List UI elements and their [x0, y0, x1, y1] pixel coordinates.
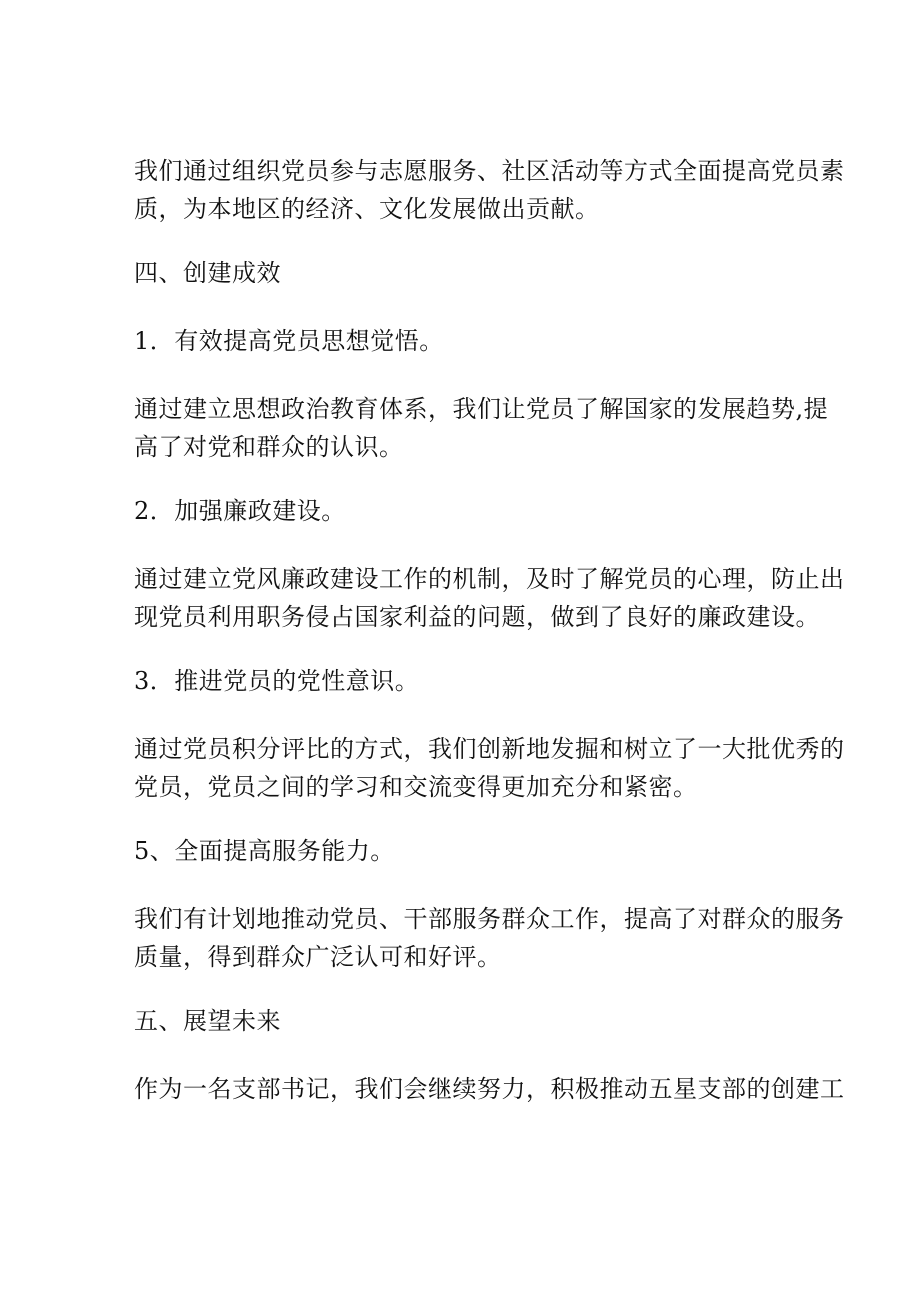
- text-line: 通过建立党风廉政建设工作的机制，及时了解党员的心理，防止出: [134, 565, 845, 593]
- heading-section-five: [134, 1002, 798, 1040]
- item-heading-5: [134, 832, 798, 870]
- item-heading: 1．有效提高党员思想觉悟。: [134, 327, 444, 355]
- item-heading-1: [134, 322, 798, 360]
- paragraph-outlook: [134, 1070, 845, 1108]
- item-heading: 5、全面提高服务能力。: [134, 837, 395, 865]
- text-line: 高了对党和群众的认识。: [134, 433, 404, 461]
- text-line: 现党员利用职务侵占国家利益的问题，做到了良好的廉政建设。: [134, 603, 820, 631]
- item-heading-2: [134, 492, 798, 530]
- section-heading: 五、展望未来: [134, 1007, 281, 1035]
- text-line: 质量，得到群众广泛认可和好评。: [134, 943, 502, 971]
- paragraph-integrity-mechanism: [134, 560, 845, 636]
- paragraph-ideological-education: [134, 390, 829, 466]
- paragraph-volunteer-service: [134, 152, 845, 228]
- text-line: 质，为本地区的经济、文化发展做出贡献。: [134, 195, 600, 223]
- item-heading-3: [134, 662, 798, 700]
- text-line: 通过党员积分评比的方式，我们创新地发掘和树立了一大批优秀的: [134, 735, 845, 763]
- text-line: 党员，党员之间的学习和交流变得更加充分和紧密。: [134, 773, 698, 801]
- text-line: 我们有计划地推动党员、干部服务群众工作，提高了对群众的服务: [134, 905, 845, 933]
- heading-section-four: [134, 254, 798, 292]
- text-line: 我们通过组织党员参与志愿服务、社区活动等方式全面提高党员素: [134, 157, 845, 185]
- paragraph-points-evaluation: [134, 730, 845, 806]
- item-heading: 2．加强廉政建设。: [134, 497, 346, 525]
- text-line: 通过建立思想政治教育体系，我们让党员了解国家的发展趋势,提: [134, 395, 829, 423]
- text-line: 作为一名支部书记，我们会继续努力，积极推动五星支部的创建工: [134, 1075, 845, 1103]
- item-heading: 3．推进党员的党性意识。: [134, 667, 420, 695]
- paragraph-service-capability: [134, 900, 845, 976]
- section-heading: 四、创建成效: [134, 259, 281, 287]
